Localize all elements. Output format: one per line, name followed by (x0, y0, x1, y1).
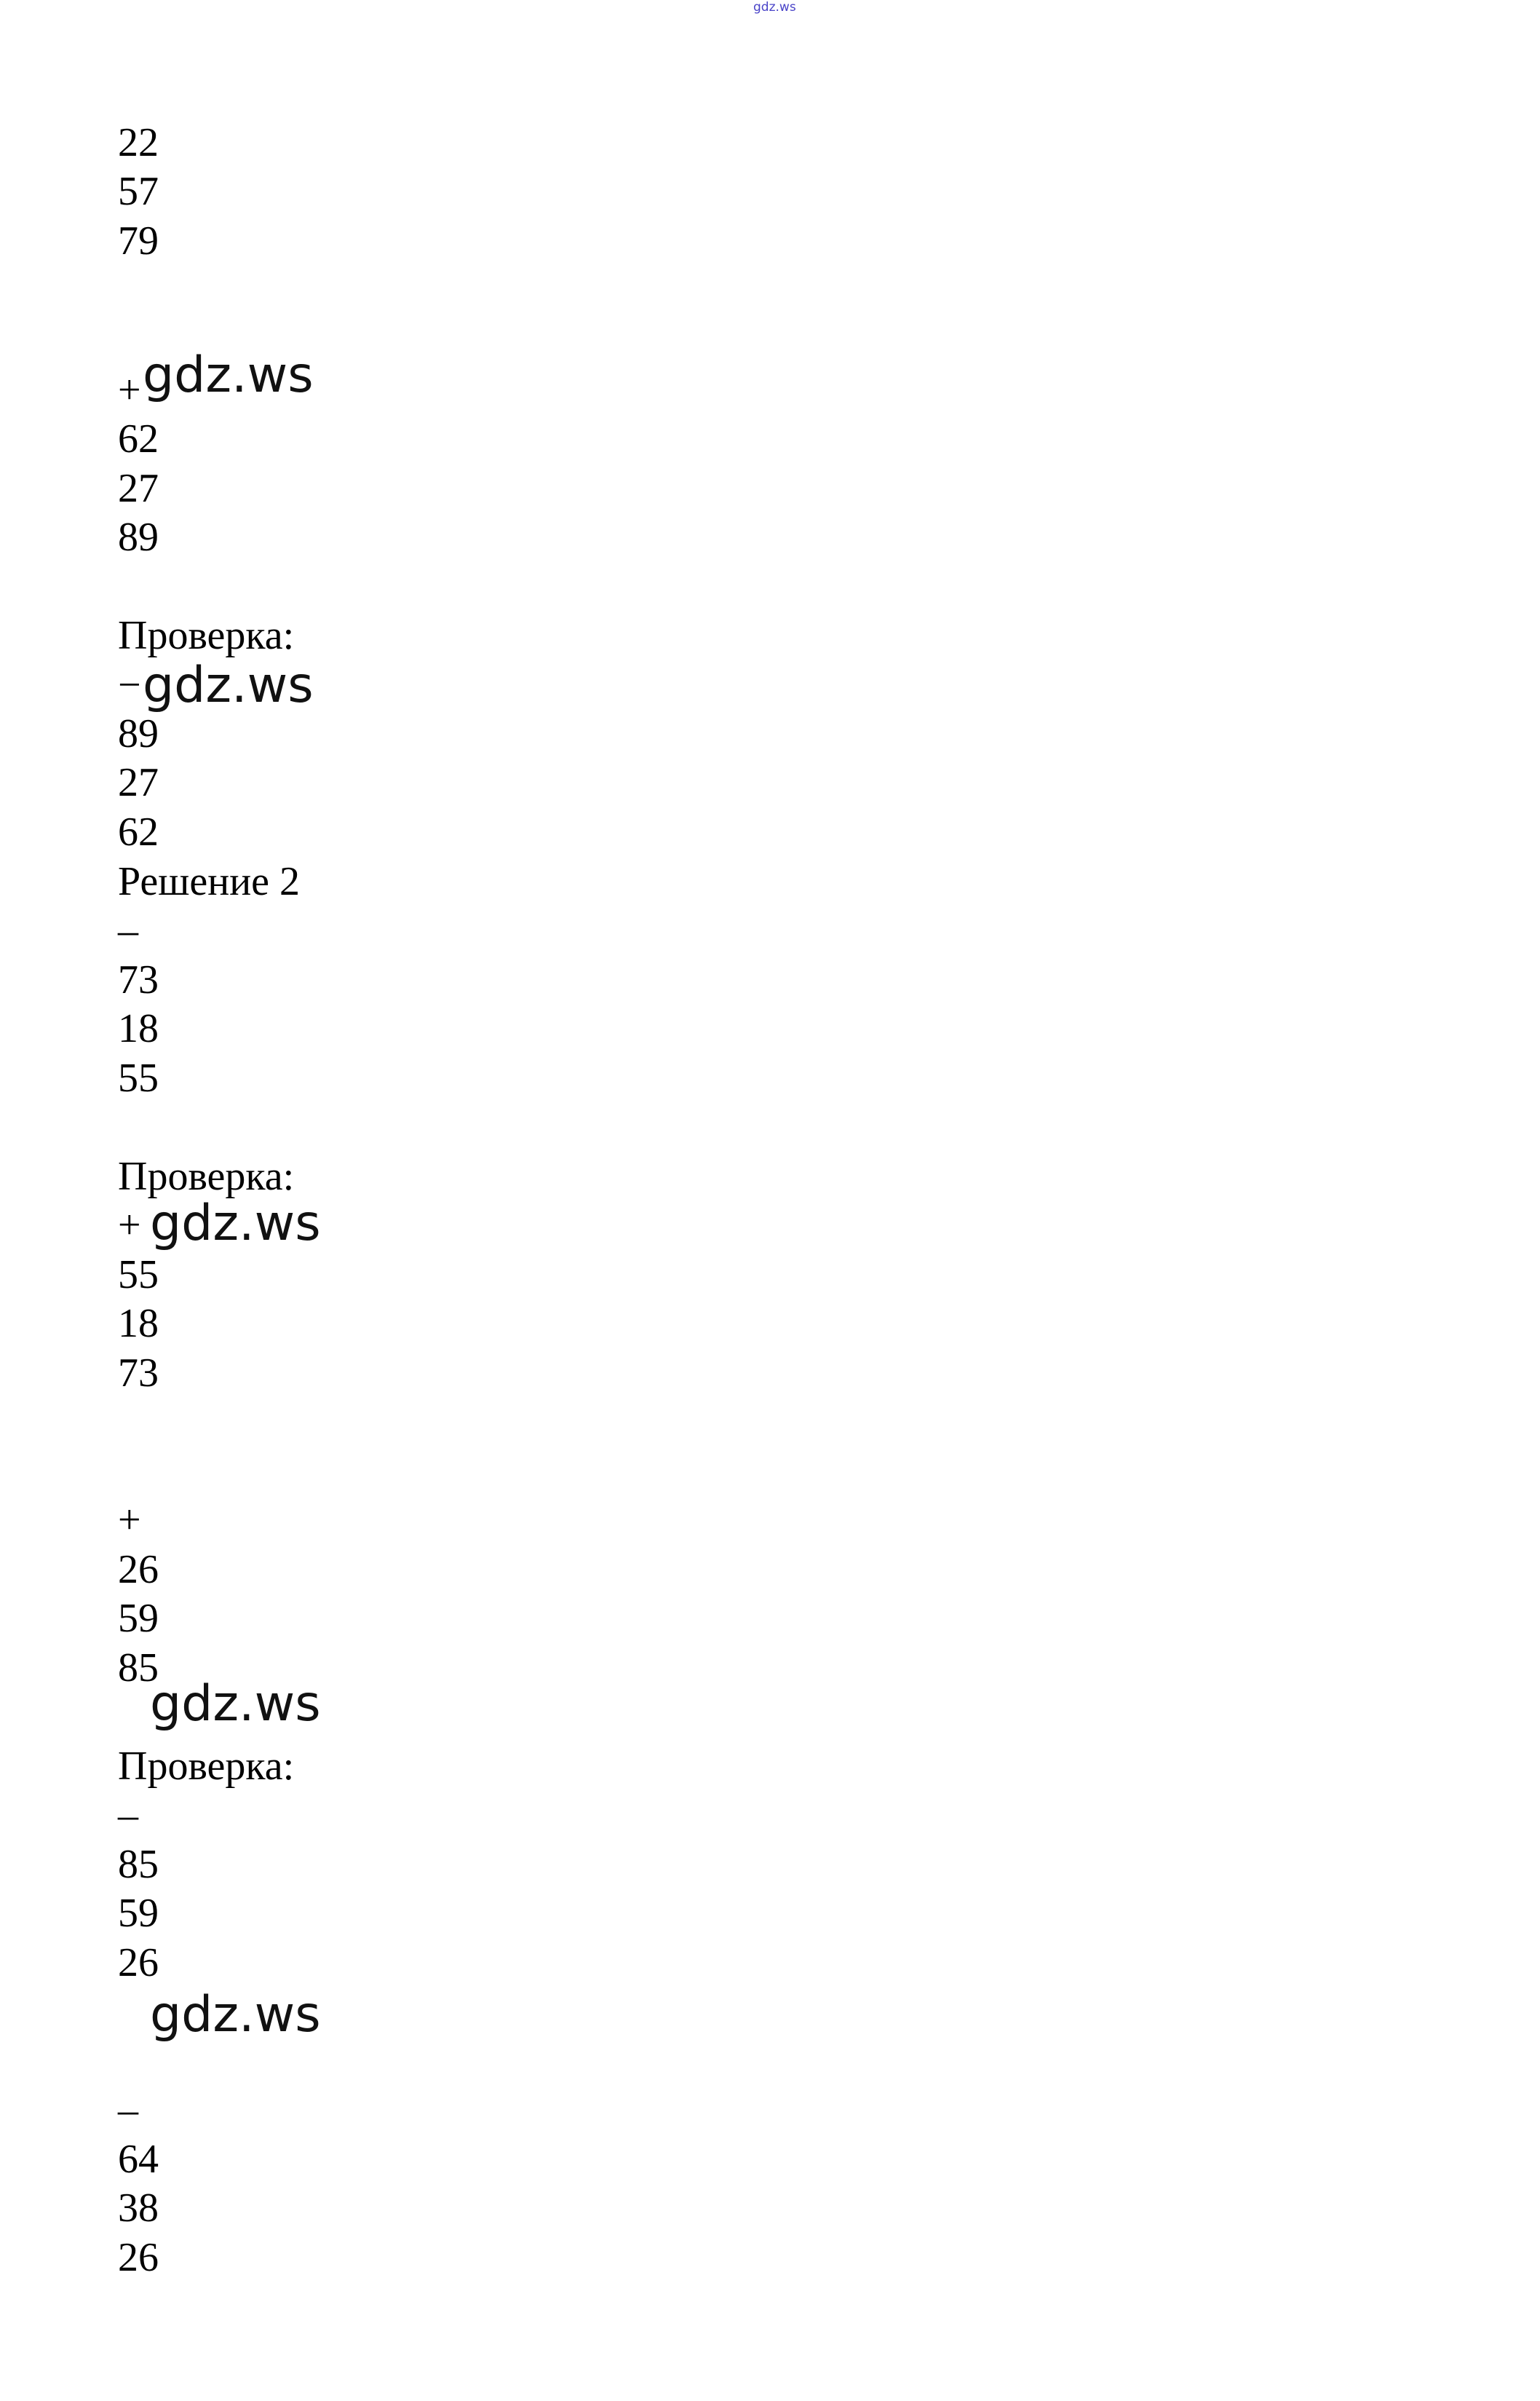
number: 18 (118, 1006, 159, 1051)
watermark-logo: gdz.ws (150, 1195, 321, 1252)
number: 55 (118, 1252, 159, 1297)
check-label: Проверка: (118, 613, 295, 658)
minus-sign: − (118, 662, 141, 708)
number: 59 (118, 1891, 159, 1936)
number: 27 (118, 760, 159, 805)
number: 64 (118, 2137, 159, 2182)
number: 62 (118, 416, 159, 462)
watermark-logo: gdz.ws (143, 657, 314, 714)
watermark-logo: gdz.ws (150, 1675, 321, 1733)
number: 27 (118, 466, 159, 511)
number: 26 (118, 1940, 159, 1985)
number: 85 (118, 1645, 159, 1690)
minus-sign: – (118, 1792, 138, 1838)
number: 57 (118, 169, 159, 214)
minus-sign: – (118, 908, 138, 953)
watermark-logo: gdz.ws (143, 347, 314, 404)
minus-sign: – (118, 2087, 138, 2132)
solution-label: Решение 2 (118, 859, 301, 904)
number: 62 (118, 810, 159, 855)
number: 26 (118, 1547, 159, 1592)
plus-sign: + (118, 1203, 141, 1248)
watermark-logo: gdz.ws (150, 1986, 321, 2044)
check-label: Проверка: (118, 1154, 295, 1199)
number: 73 (118, 1350, 159, 1396)
number: 73 (118, 957, 159, 1002)
number: 79 (118, 218, 159, 264)
number: 55 (118, 1056, 159, 1101)
number: 89 (118, 515, 159, 560)
number: 22 (118, 120, 159, 165)
number: 18 (118, 1301, 159, 1346)
plus-sign: + (118, 368, 141, 413)
number: 89 (118, 711, 159, 756)
header-watermark: gdz.ws (753, 0, 796, 15)
check-label: Проверка: (118, 1744, 295, 1789)
number: 85 (118, 1842, 159, 1887)
number: 26 (118, 2235, 159, 2280)
plus-sign: + (118, 1498, 141, 1543)
number: 38 (118, 2186, 159, 2231)
number: 59 (118, 1596, 159, 1641)
